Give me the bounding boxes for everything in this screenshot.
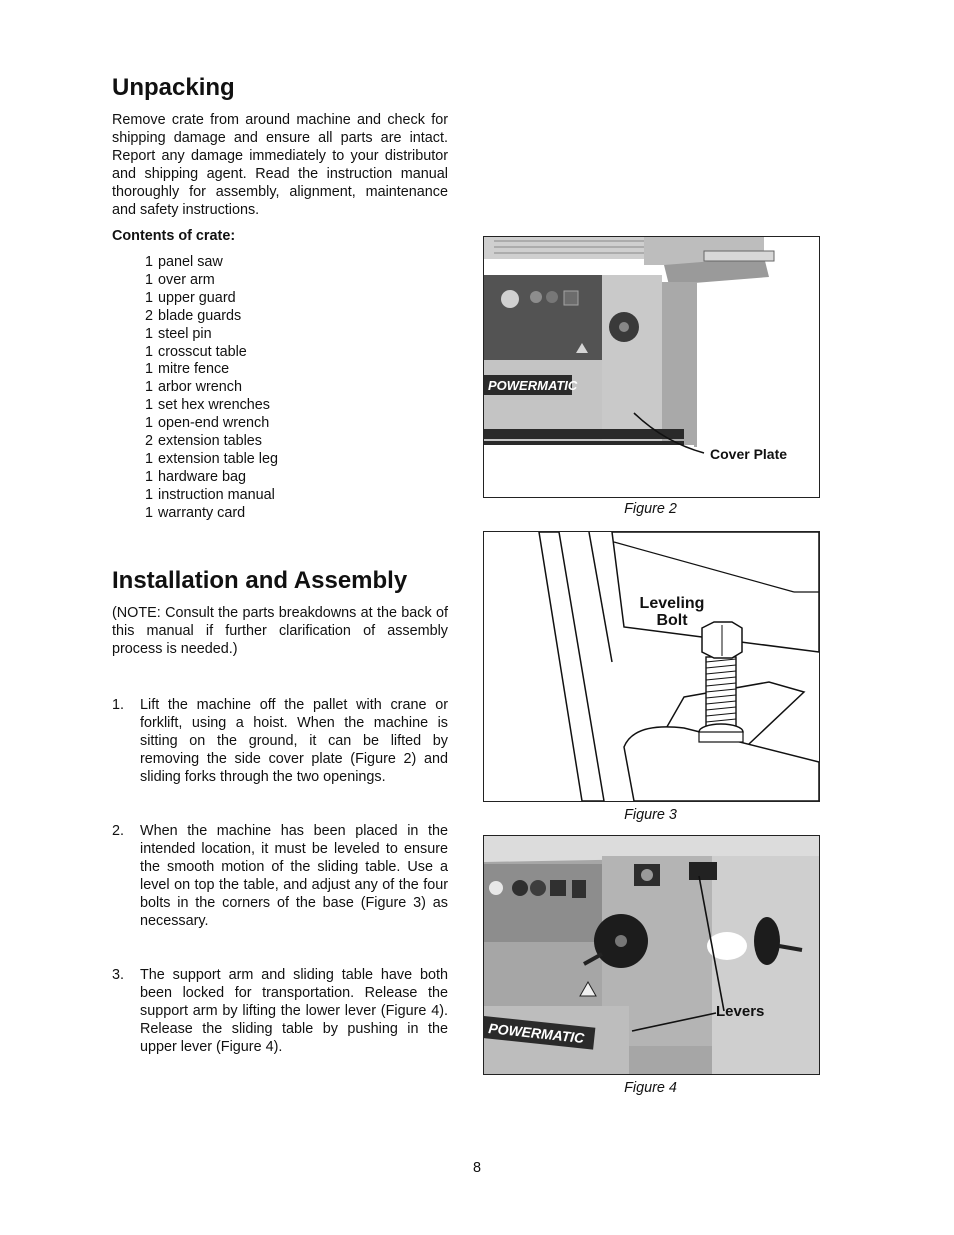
contents-item-qty: 1 (144, 397, 153, 414)
step-1 (112, 696, 448, 786)
contents-item (112, 397, 448, 415)
contents-item-qty: 1 (144, 361, 153, 378)
contents-item-label: instruction manual (158, 486, 275, 503)
contents-item-label: hardware bag (158, 468, 247, 485)
step-3 (112, 966, 448, 1056)
contents-item-qty: 1 (144, 271, 153, 288)
step-text: When the machine has been placed in the intended location, it must be leveled to ensure the smooth motion of the sliding table. Use a level on top the table, and adjust any of the four bolts in the corners of the base (Figure 3) as necessary. (140, 823, 448, 929)
unpacking-body: Remove crate from around machine and check for shipping damage and ensure all parts are intact. Report any damage immediately to your distributor and shipping agent. Read the instruction manual thoroughly for assembly, alignment, maintenance and safety instructions. (112, 112, 448, 218)
contents-item (112, 361, 448, 379)
figure-4-caption: Figure 4 (624, 1080, 677, 1096)
unpacking-heading: Unpacking (112, 74, 235, 101)
contents-item-qty: 1 (144, 486, 153, 503)
figure-3-image (483, 531, 820, 802)
contents-item-label: extension tables (158, 433, 263, 450)
contents-item-qty: 1 (144, 379, 153, 396)
contents-item (112, 379, 448, 397)
contents-item-label: set hex wrenches (158, 397, 270, 414)
step-text: Lift the machine off the pallet with crane or forklift, using a hoist. When the machine is sitting on the ground, it can be lifted by removing the side cover plate (Figure 2) and sliding forks through the two openings. (140, 697, 448, 785)
unpacking-section (112, 74, 448, 523)
contents-item-qty: 2 (144, 307, 153, 324)
step-number: 2. (112, 823, 125, 839)
cover-plate-callout: Cover Plate (710, 446, 788, 462)
contents-item (112, 290, 448, 308)
installation-heading: Installation and Assembly (112, 567, 408, 594)
leveling-bolt-callout-line2: Bolt (656, 612, 688, 629)
contents-item-label: over arm (158, 271, 215, 288)
installation-note: (NOTE: Consult the parts breakdowns at the back of this manual if further clarification of assembly process is needed.) (112, 605, 448, 657)
contents-item-label: panel saw (158, 254, 223, 270)
contents-item-qty: 2 (144, 433, 153, 450)
contents-item (112, 415, 448, 433)
contents-item (112, 344, 448, 362)
contents-item-label: warranty card (158, 504, 246, 521)
figure-2-caption: Figure 2 (624, 501, 677, 517)
contents-item-label: arbor wrench (158, 379, 242, 396)
fig2-brand-label: POWERMATIC (488, 378, 578, 393)
figure-3-caption: Figure 3 (624, 807, 677, 823)
contents-title: Contents of crate: (112, 228, 236, 244)
contents-item (112, 326, 448, 344)
contents-item-label: mitre fence (158, 361, 230, 378)
contents-item-label: upper guard (158, 289, 236, 306)
contents-item-qty: 1 (144, 289, 153, 306)
contents-item (112, 451, 448, 469)
contents-item (112, 272, 448, 290)
figure-4-image (483, 835, 820, 1075)
step-number: 1. (112, 697, 125, 713)
contents-item-qty: 1 (144, 343, 153, 360)
contents-item (112, 487, 448, 505)
contents-item (112, 505, 448, 523)
levers-callout: Levers (716, 1003, 765, 1020)
step-number: 3. (112, 967, 125, 983)
figure-2-image (483, 236, 820, 498)
contents-item-label: steel pin (158, 325, 212, 342)
fig4-brand-label: POWERMATIC (487, 1020, 586, 1047)
contents-item (112, 254, 448, 272)
contents-item-qty: 1 (144, 254, 153, 270)
contents-item (112, 433, 448, 451)
page-number: 8 (472, 1160, 481, 1176)
contents-item-label: open-end wrench (158, 415, 270, 432)
contents-item-qty: 1 (144, 450, 153, 467)
contents-item (112, 308, 448, 326)
contents-item-label: extension table leg (158, 450, 279, 467)
installation-section (112, 567, 448, 658)
contents-item-qty: 1 (144, 468, 153, 485)
step-text: The support arm and sliding table have both been locked for transportation. Release the support arm by lifting the lower lever (Figure 4). Release the sliding table by pushing in the upper lever (Figure 4). (140, 967, 448, 1055)
contents-item-label: blade guards (158, 307, 242, 324)
contents-item-qty: 1 (144, 415, 153, 432)
contents-list (112, 254, 448, 523)
leveling-bolt-callout-line1: Leveling (639, 595, 705, 612)
contents-item-qty: 1 (144, 325, 153, 342)
contents-item-label: crosscut table (158, 343, 247, 360)
step-2 (112, 822, 448, 930)
contents-item (112, 469, 448, 487)
contents-item-qty: 1 (144, 504, 153, 521)
